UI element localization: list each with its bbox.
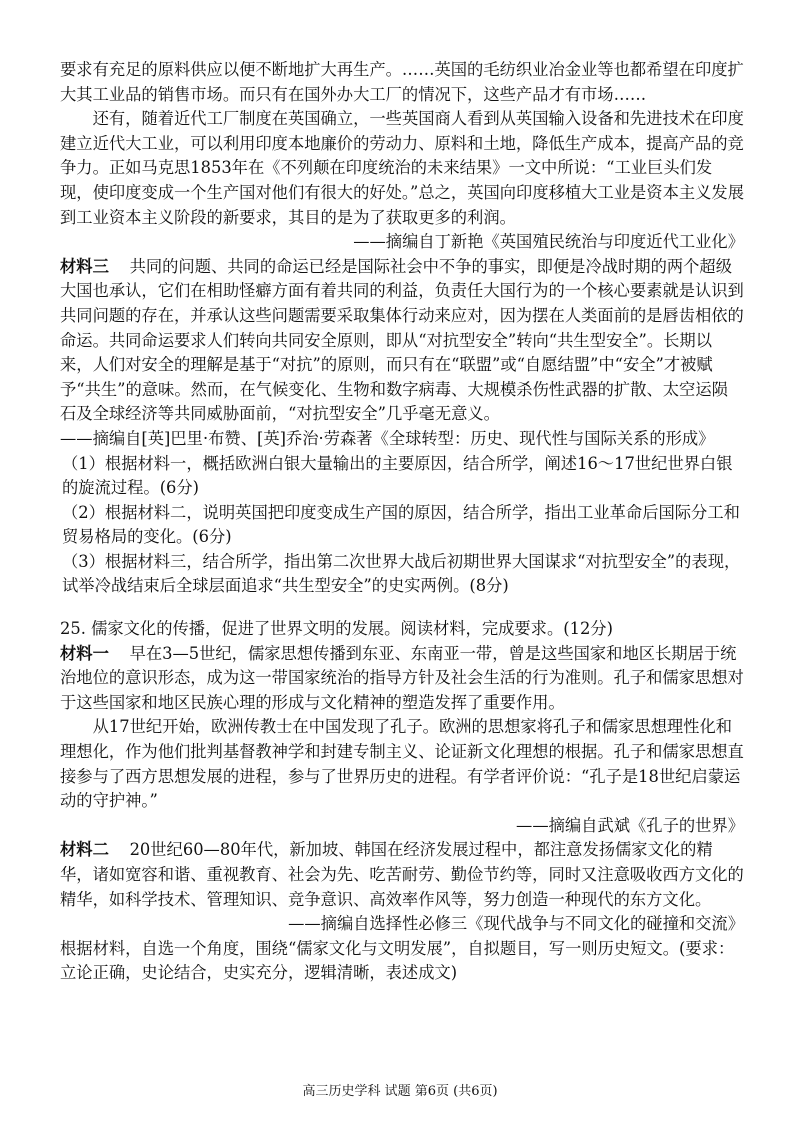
material-3 — [60, 255, 744, 427]
page-body — [60, 58, 761, 986]
material-1 — [60, 642, 744, 716]
material-2-continuation: 要求有充足的原料供应以便不断地扩大再生产。……英国的毛纺织业冶金业等也都希望在印度扩大其工业品的销售市场。而只有在国外办大工厂的情况下，这些产品才有市场…… — [60, 60, 744, 104]
material-1-text: 早在3—5世纪，儒家思想传播到东亚、东南亚一带，曾是这些国家和地区长期居于统治地位的意识形态，成为这一带国家统治的指导方针及社会生活的行为准则。孔子和儒家思想对于这些国家和地区民族心理的形成与文化精神的塑造发挥了重要作用。 — [60, 643, 744, 712]
question-25-heading: 25. 儒家文化的传播，促进了世界文明的发展。阅读材料，完成要求。(12分) — [60, 619, 613, 639]
material-2-label: 材料二 — [60, 840, 109, 860]
material-1-paragraph-2: 从17世纪开始，欧洲传教士在中国发现了孔子。欧洲的思想家将孔子和儒家思想理性化和理想化，作为他们批判基督教神学和封建专制主义、论证新文化理想的根据。孔子和儒家思想直接参与了西方思想发展的进程，参与了世界历史的进程。有学者评价说：“孔子是18世纪启蒙运动的守护神。” — [60, 717, 744, 811]
material-1-label: 材料一 — [60, 643, 109, 663]
material-3-text: 共同的问题、共同的命运已经是国际社会中不争的事实，即便是冷战时期的两个超级大国也承认，它们在相助怪癖方面有着共同的利益，负责任大国行为的一个核心要素就是认识到共同问题的存在，并承认这些问题需要采取集体行动来应对，因为摆在人类面前的是唇齿相依的命运。共同命运要求人们转向共同安全原则，即从“对抗型安全”转向“共生型安全”。长期以来，人们对安全的理解是基于“对抗”的原则，而只有在“联盟”或“自愿结盟”中“安全”才被赋予“共生”的意味。然而，在气候变化、生物和数字病毒、大规模杀伤性武器的扩散、太空运陨石及全球经济等共同威胁面前，“对抗型安全”几乎毫无意义。 — [60, 256, 744, 424]
question-3: （3）根据材料三，结合所学，指出第二次世界大战后初期世界大国谋求“对抗型安全”的表现，试举冷战结束后全球层面追求“共生型安全”的史实两例。(8分) — [62, 551, 741, 596]
page-footer: 高三历史学科 试题 第6页 (共6页) — [302, 1084, 498, 1099]
material-3-source: ——摘编自[英]巴里·布赞、[英]乔治·劳森著《全球转型：历史、现代性与国际关系的形成》 — [60, 428, 715, 448]
material-2-paragraph: 还有，随着近代工厂制度在英国确立，一些英国商人看到从英国输入设备和先进技术在印度 建立近代大工业，可以利用印度本地廉价的劳动力、原料和土地，降低生产成本，提高产品的竞争力。正如马克思1853年在《不列颠在印度统治的未来结果》一文中所说：“工业巨头们发现，使印度变成一个生产国对他们有很大的好处。”总之，英国向印度移植大工业是资本主义发展到工业资本主义阶段的新要求，其目的是为了获取更多的利润。 — [60, 109, 761, 227]
material-1-source: ——摘编自武斌《孔子的世界》 — [516, 815, 744, 835]
material-3-label: 材料三 — [60, 256, 109, 276]
material-2-text: 20世纪60—80年代，新加坡、韩国在经济发展过程中，都注意发扬儒家文化的精华，诸如宽容和谐、重视教育、社会为先、吃苦耐劳、勤俭节约等，同时又注意吸收西方文化的精华，如科学技术、管理知识、竞争意识、高效率作风等，努力创造一种现代的东方文化。 — [60, 840, 744, 909]
question-2: （2）根据材料二，说明英国把印度变成生产国的原因，结合所学，指出工业革命后国际分工和 贸易格局的变化。(6分) — [62, 502, 757, 547]
material-2-source: ——摘编自丁新艳《英国殖民统治与印度近代工业化》 — [353, 232, 744, 252]
essay-task: 根据材料，自选一个角度，围绕“儒家文化与文明发展”，自拟题目，写一则历史短文。(要求：立论正确，史论结合，史实充分，逻辑清晰，表述成文) — [60, 938, 735, 983]
material-2-b — [60, 838, 744, 912]
question-1: （1）根据材料一，概括欧洲白银大量输出的主要原因，结合所学，阐述16～17世纪世界白银的旋流过程。(6分) — [62, 453, 733, 498]
material-2-b-source: ——摘编自选择性必修三《现代战争与不同文化的碰撞和交流》 — [288, 914, 744, 934]
